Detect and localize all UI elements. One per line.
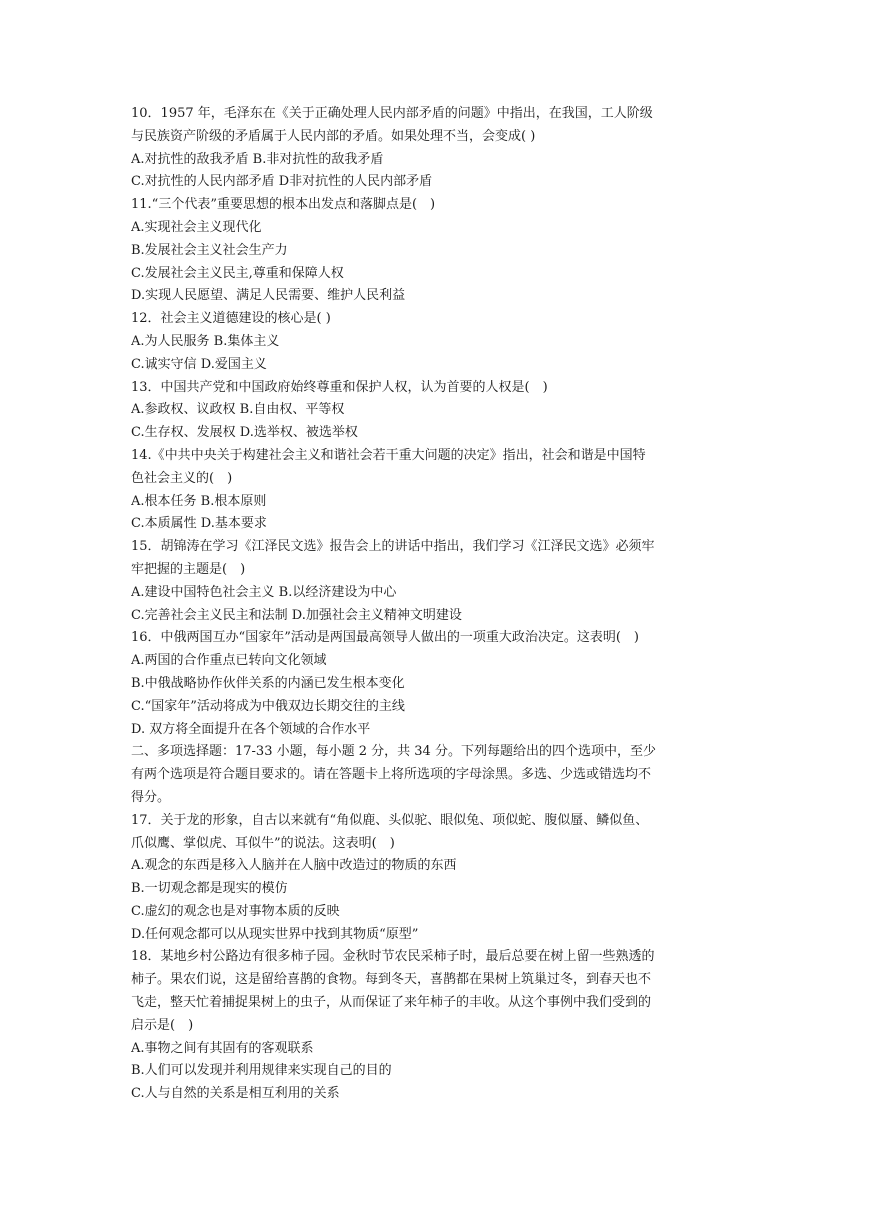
question-15-options-cd: C.完善社会主义民主和法制 D.加强社会主义精神文明建设 — [131, 607, 462, 623]
question-15-stem-cont: 牢把握的主题是( ) — [131, 561, 246, 577]
question-17-stem: 17．关于龙的形象，自古以来就有“角似鹿、头似驼、眼似兔、项似蛇、腹似蜃、鳞似鱼、 — [131, 812, 649, 828]
question-13-options-cd: C.生存权、发展权 D.选举权、被选举权 — [131, 425, 358, 441]
question-12-options-ab: A.为人民服务 B.集体主义 — [131, 333, 280, 349]
question-16-option-c: C.“国家年”活动将成为中俄双边长期交往的主线 — [131, 698, 405, 714]
question-10-options-cd: C.对抗性的人民内部矛盾 D非对抗性的人民内部矛盾 — [131, 174, 433, 190]
question-11-option-b: B.发展社会主义社会生产力 — [131, 242, 288, 258]
section-2-instructions: 二、多项选择题：17-33 小题，每小题 2 分，共 34 分。下列每题给出的四个选项中，至少 — [131, 744, 656, 760]
question-11-option-d: D.实现人民愿望、满足人民需要、维护人民利益 — [131, 288, 406, 304]
question-13-stem: 13．中国共产党和中国政府始终尊重和保护人权，认为首要的人权是( ) — [131, 379, 548, 395]
question-10-stem-cont: 与民族资产阶级的矛盾属于人民内部的矛盾。如果处理不当，会变成( ) — [131, 128, 536, 144]
question-14-options-ab: A.根本任务 B.根本原则 — [131, 493, 267, 509]
question-12-options-cd: C.诚实守信 D.爱国主义 — [131, 356, 267, 372]
question-18-stem-cont-2: 飞走，整天忙着捕捉果树上的虫子，从而保证了来年柿子的丰收。从这个事例中我们受到的 — [131, 995, 652, 1011]
question-17-option-a: A.观念的东西是移入人脑并在人脑中改造过的物质的东西 — [131, 858, 457, 874]
question-12-stem: 12．社会主义道德建设的核心是( ) — [131, 311, 331, 327]
question-18-stem: 18．某地乡村公路边有很多柿子园。金秋时节农民采柿子时，最后总要在树上留一些熟透的 — [131, 949, 655, 965]
question-18-option-a: A.事物之间有其固有的客观联系 — [131, 1040, 314, 1056]
question-17-option-b: B.一切观念都是现实的模仿 — [131, 881, 288, 897]
question-18-option-b: B.人们可以发现并利用规律来实现自己的目的 — [131, 1063, 392, 1079]
question-10-options-ab: A.对抗性的敌我矛盾 B.非对抗性的敌我矛盾 — [131, 151, 384, 167]
question-14-stem: 14.《中共中央关于构建社会主义和谐社会若干重大问题的决定》指出，社会和谐是中国特 — [131, 447, 646, 463]
question-16-option-a: A.两国的合作重点已转向文化领域 — [131, 653, 327, 669]
question-11-option-a: A.实现社会主义现代化 — [131, 219, 262, 235]
question-17-option-d: D.任何观念都可以从现实世界中找到其物质“原型” — [131, 926, 419, 942]
question-14-stem-cont: 色社会主义的( ) — [131, 470, 233, 486]
question-11-option-c: C.发展社会主义民主,尊重和保障人权 — [131, 265, 344, 281]
question-13-options-ab: A.参政权、议政权 B.自由权、平等权 — [131, 402, 345, 418]
question-15-stem: 15．胡锦涛在学习《江泽民文选》报告会上的讲话中指出，我们学习《江泽民文选》必须牢 — [131, 539, 655, 555]
question-17-stem-cont: 爪似鹰、掌似虎、耳似牛”的说法。这表明( ) — [131, 835, 395, 851]
question-16-option-b: B.中俄战略协作伙伴关系的内涵已发生根本变化 — [131, 675, 405, 691]
question-16-option-d: D. 双方将全面提升在各个领域的合作水平 — [131, 721, 371, 737]
question-11-stem: 11.“三个代表”重要思想的根本出发点和落脚点是( ) — [131, 197, 436, 213]
question-10-stem: 10．1957 年，毛泽东在《关于正确处理人民内部矛盾的问题》中指出，在我国，工人阶级 — [131, 106, 653, 121]
question-18-stem-cont-3: 启示是( ) — [131, 1017, 194, 1033]
exam-page — [131, 103, 741, 1106]
question-16-stem: 16．中俄两国互办“国家年”活动是两国最高领导人做出的一项重大政治决定。这表明( ) — [131, 630, 639, 646]
question-14-options-cd: C.本质属性 D.基本要求 — [131, 516, 267, 532]
question-18-option-c: C.人与自然的关系是相互利用的关系 — [131, 1086, 340, 1102]
section-2-instructions-end: 得分。 — [131, 789, 171, 805]
section-2-instructions-cont: 有两个选项是符合题目要求的。请在答题卡上将所选项的字母涂黑。多选、少选或错选均不 — [131, 767, 652, 783]
question-15-options-ab: A.建设中国特色社会主义 B.以经济建设为中心 — [131, 584, 397, 600]
question-18-stem-cont-1: 柿子。果农们说，这是留给喜鹊的食物。每到冬天，喜鹊都在果树上筑巢过冬，到春天也不 — [131, 972, 652, 988]
question-17-option-c: C.虚幻的观念也是对事物本质的反映 — [131, 903, 340, 919]
